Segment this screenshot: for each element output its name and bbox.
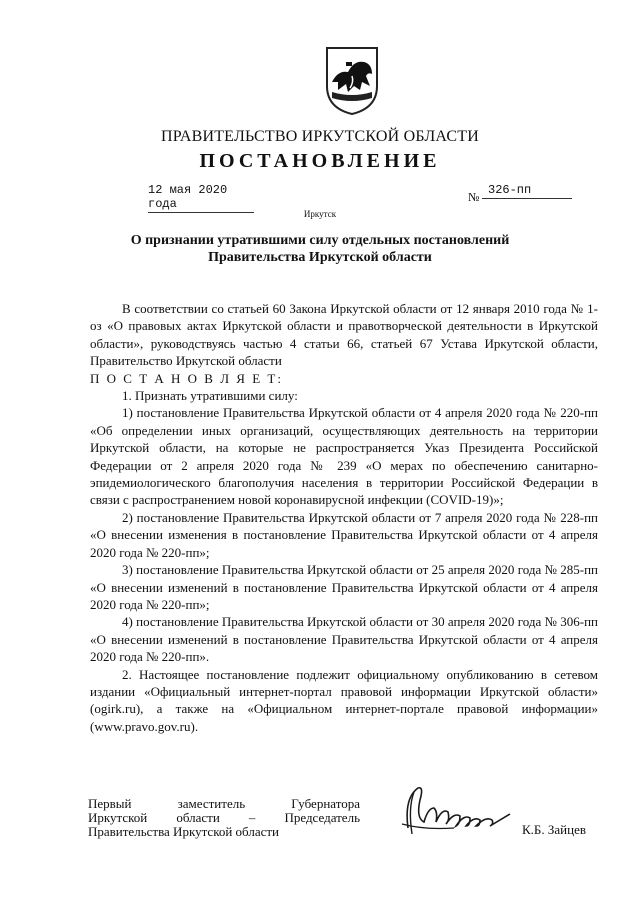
document-date: 12 мая 2020 года xyxy=(148,183,254,213)
signatory-position xyxy=(88,797,360,839)
item-2: 2. Настоящее постановление подлежит официальному опубликованию в сетевом издании «Официальный интернет-портал правовой информации Иркутской области» (ogirk.ru), а также на «Официальном интернет-портале правовой информации» (www.pravo.gov.ru). xyxy=(90,666,598,734)
number-sign: № xyxy=(468,190,480,204)
sub-item-4: 4) постановление Правительства Иркутской области от 30 апреля 2020 года № 306-пп «О внесении изменений в постановление Правительства Иркутской области от 4 апреля 2020 года № 220-пп». xyxy=(90,614,598,665)
handwritten-signature-icon xyxy=(394,778,518,840)
position-line-3: Правительства Иркутской области xyxy=(88,824,280,839)
sub-item-1: 1) постановление Правительства Иркутской области от 4 апреля 2020 года № 220-пп «Об определении иных организаций, осуществляющих деятельность на территории Иркутской области, на которые не распространяется Указ Президента Российской Федерации от 2 апреля 2020 года № 239 «О мерах по обеспечению санитарно-эпидемиологического благополучия населения в территории Российской Федерации в связи с распространением новой коронавирусной инфекции (COVID-19)»; xyxy=(90,405,598,508)
resolves-heading: П О С Т А Н О В Л Я Е Т: xyxy=(90,370,283,386)
signatory-name: К.Б. Зайцев xyxy=(522,822,586,837)
item-1: 1. Признать утратившими силу: xyxy=(122,388,298,404)
irkutsk-coat-of-arms-icon xyxy=(324,46,380,116)
city: Иркутск xyxy=(303,209,337,219)
position-line-1: Первый заместитель Губернатора xyxy=(88,796,360,811)
position-line-2: Иркутской области – Председатель xyxy=(88,810,360,825)
title-line-1: О признании утратившими силу отдельных постановлений xyxy=(130,233,510,248)
government-name: ПРАВИТЕЛЬСТВО ИРКУТСКОЙ ОБЛАСТИ xyxy=(161,128,479,145)
intro-paragraph: В соответствии со статьей 60 Закона Иркутской области от 12 января 2010 года № 1-оз «О правовых актах Иркутской области и правотворческой деятельности в Иркутской области», руководствуясь частью 4 статьи 66, статьей 67 Устава Иркутской области, Правительство Иркутской области xyxy=(90,301,598,369)
document-title xyxy=(120,232,520,266)
sub-item-2: 2) постановление Правительства Иркутской области от 7 апреля 2020 года № 228-пп «О внесении изменения в постановление Правительства Иркутской области от 4 апреля 2020 года № 220-пп»; xyxy=(90,509,598,560)
title-line-2: Правительства Иркутской области xyxy=(208,250,432,265)
document-number: 326-пп xyxy=(482,183,572,199)
sub-item-3: 3) постановление Правительства Иркутской области от 25 апреля 2020 года № 285-пп «О внесении изменений в постановление Правительства Иркутской области от 4 апреля 2020 года № 220-пп»; xyxy=(90,562,598,612)
document-body xyxy=(90,300,598,735)
document-type: ПОСТАНОВЛЕНИЕ xyxy=(199,150,441,172)
